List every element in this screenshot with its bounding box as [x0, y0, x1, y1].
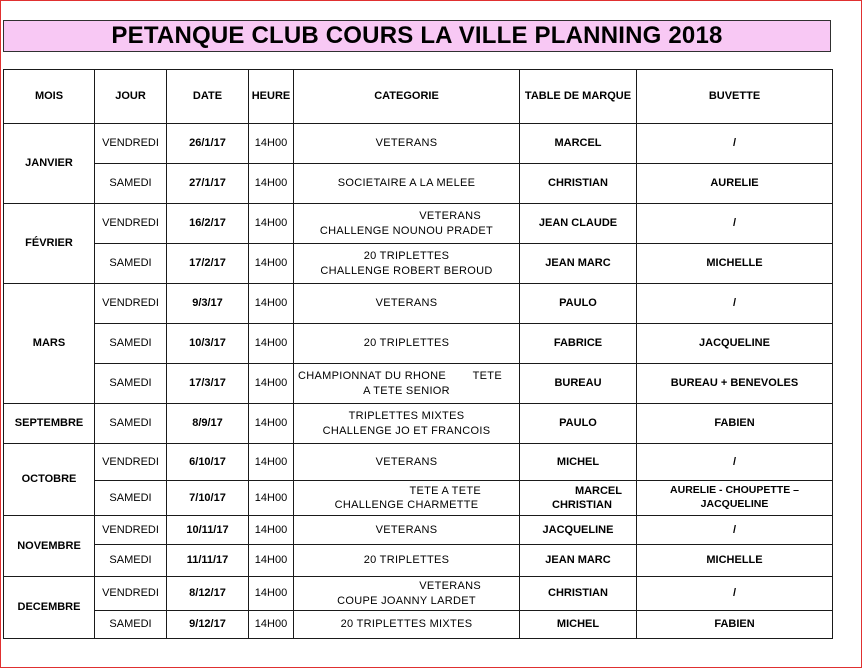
- table-row: [4, 324, 833, 364]
- table-row: [4, 577, 833, 611]
- buvette-cell: /: [637, 516, 833, 545]
- categorie-line: 20 TRIPLETTES: [363, 554, 450, 567]
- categorie-cell: [294, 444, 520, 481]
- date-cell: 16/2/17: [167, 204, 249, 244]
- table-row: [4, 404, 833, 444]
- heure-cell: 14H00: [249, 577, 294, 611]
- categorie-cell: [294, 124, 520, 164]
- date-cell: 7/10/17: [167, 481, 249, 516]
- date-cell: 17/2/17: [167, 244, 249, 284]
- table-marque-cell: PAULO: [520, 404, 637, 444]
- categorie-cell: [294, 404, 520, 444]
- heure-cell: 14H00: [249, 164, 294, 204]
- jour-cell: VENDREDI: [95, 124, 167, 164]
- categorie-line: VETERANS: [375, 137, 438, 150]
- table-marque-cell: JEAN MARC: [520, 244, 637, 284]
- jour-cell: SAMEDI: [95, 481, 167, 516]
- categorie-line: CHALLENGE NOUNOU PRADET: [319, 224, 494, 237]
- buvette-cell: AURELIE - CHOUPETTE – JACQUELINE: [637, 481, 833, 516]
- heure-cell: 14H00: [249, 545, 294, 577]
- table-marque-cell: [520, 481, 637, 516]
- date-cell: 17/3/17: [167, 364, 249, 404]
- categorie-line: CHALLENGE CHARMETTE: [334, 499, 479, 511]
- month-cell: MARS: [4, 284, 95, 404]
- categorie-cell: [294, 284, 520, 324]
- table-marque-cell: CHRISTIAN: [520, 164, 637, 204]
- categorie-cell: [294, 577, 520, 611]
- categorie-cell: [294, 545, 520, 577]
- date-cell: 10/3/17: [167, 324, 249, 364]
- table-marque-cell: MICHEL: [520, 611, 637, 639]
- jour-cell: SAMEDI: [95, 164, 167, 204]
- title-banner: [3, 20, 831, 52]
- heure-cell: 14H00: [249, 516, 294, 545]
- page-title: PETANQUE CLUB COURS LA VILLE PLANNING 2018: [111, 22, 723, 49]
- table-row: [4, 244, 833, 284]
- heure-cell: 14H00: [249, 204, 294, 244]
- categorie-line: VETERANS: [375, 523, 438, 536]
- table-marque-line: CHRISTIAN: [552, 499, 612, 511]
- categorie-line: VETERANS: [375, 297, 438, 310]
- categorie-line: VETERANS: [419, 580, 481, 593]
- table-marque-cell: JACQUELINE: [520, 516, 637, 545]
- table-row: [4, 516, 833, 545]
- buvette-cell: FABIEN: [637, 611, 833, 639]
- buvette-cell: MICHELLE: [637, 244, 833, 284]
- categorie-line: TETE A TETE: [409, 484, 481, 497]
- jour-cell: SAMEDI: [95, 545, 167, 577]
- date-cell: 8/12/17: [167, 577, 249, 611]
- jour-cell: VENDREDI: [95, 204, 167, 244]
- header-date: DATE: [167, 70, 249, 124]
- table-row: [4, 444, 833, 481]
- planning-table: [3, 69, 833, 639]
- categorie-line: TRIPLETTES MIXTES: [348, 410, 465, 423]
- header-buvette: BUVETTE: [637, 70, 833, 124]
- categorie-line: COUPE JOANNY LARDET: [337, 594, 476, 607]
- jour-cell: SAMEDI: [95, 364, 167, 404]
- table-row: [4, 545, 833, 577]
- month-cell: FÉVRIER: [4, 204, 95, 284]
- buvette-cell: /: [637, 284, 833, 324]
- heure-cell: 14H00: [249, 244, 294, 284]
- month-cell: SEPTEMBRE: [4, 404, 95, 444]
- categorie-cell: [294, 324, 520, 364]
- buvette-cell: FABIEN: [637, 404, 833, 444]
- categorie-cell: [294, 611, 520, 639]
- date-cell: 10/11/17: [167, 516, 249, 545]
- date-cell: 8/9/17: [167, 404, 249, 444]
- date-cell: 11/11/17: [167, 545, 249, 577]
- categorie-line: A TETE SENIOR: [363, 384, 450, 397]
- table-marque-cell: MARCEL: [520, 124, 637, 164]
- table-row: [4, 611, 833, 639]
- header-row: [4, 70, 833, 124]
- jour-cell: VENDREDI: [95, 284, 167, 324]
- heure-cell: 14H00: [249, 611, 294, 639]
- jour-cell: SAMEDI: [95, 404, 167, 444]
- table-marque-cell: MICHEL: [520, 444, 637, 481]
- categorie-line: 20 TRIPLETTES MIXTES: [340, 618, 473, 631]
- buvette-cell: BUREAU + BENEVOLES: [637, 364, 833, 404]
- heure-cell: 14H00: [249, 364, 294, 404]
- categorie-line: SOCIETAIRE A LA MELEE: [337, 177, 476, 190]
- table-marque-cell: JEAN CLAUDE: [520, 204, 637, 244]
- table-marque-cell: PAULO: [520, 284, 637, 324]
- table-row: [4, 364, 833, 404]
- jour-cell: SAMEDI: [95, 611, 167, 639]
- month-cell: JANVIER: [4, 124, 95, 204]
- date-cell: 9/3/17: [167, 284, 249, 324]
- categorie-cell: [294, 364, 520, 404]
- header-heure: HEURE: [249, 70, 294, 124]
- buvette-cell: /: [637, 577, 833, 611]
- buvette-cell: /: [637, 204, 833, 244]
- table-marque-cell: CHRISTIAN: [520, 577, 637, 611]
- categorie-line: 20 TRIPLETTES: [363, 337, 450, 350]
- jour-cell: SAMEDI: [95, 324, 167, 364]
- table-row: [4, 284, 833, 324]
- buvette-cell: MICHELLE: [637, 545, 833, 577]
- table-row: [4, 204, 833, 244]
- categorie-line: 20 TRIPLETTES: [363, 250, 450, 263]
- date-cell: 27/1/17: [167, 164, 249, 204]
- table-marque-line: MARCEL: [574, 484, 622, 497]
- heure-cell: 14H00: [249, 324, 294, 364]
- heure-cell: 14H00: [249, 124, 294, 164]
- date-cell: 9/12/17: [167, 611, 249, 639]
- table-row: [4, 481, 833, 516]
- categorie-cell: [294, 481, 520, 516]
- jour-cell: VENDREDI: [95, 577, 167, 611]
- buvette-cell: AURELIE: [637, 164, 833, 204]
- heure-cell: 14H00: [249, 444, 294, 481]
- buvette-cell: /: [637, 444, 833, 481]
- categorie-line: CHALLENGE JO ET FRANCOIS: [322, 424, 491, 437]
- categorie-line: VETERANS: [419, 210, 481, 223]
- header-categorie: CATEGORIE: [294, 70, 520, 124]
- table-marque-cell: BUREAU: [520, 364, 637, 404]
- categorie-cell: [294, 244, 520, 284]
- table-row: [4, 124, 833, 164]
- month-cell: DECEMBRE: [4, 577, 95, 639]
- date-cell: 26/1/17: [167, 124, 249, 164]
- buvette-cell: /: [637, 124, 833, 164]
- categorie-cell: [294, 516, 520, 545]
- header-mois: MOIS: [4, 70, 95, 124]
- month-cell: NOVEMBRE: [4, 516, 95, 577]
- heure-cell: 14H00: [249, 404, 294, 444]
- heure-cell: 14H00: [249, 481, 294, 516]
- header-table-marque: TABLE DE MARQUE: [520, 70, 637, 124]
- header-jour: JOUR: [95, 70, 167, 124]
- buvette-cell: JACQUELINE: [637, 324, 833, 364]
- jour-cell: VENDREDI: [95, 444, 167, 481]
- date-cell: 6/10/17: [167, 444, 249, 481]
- categorie-cell: [294, 204, 520, 244]
- table-marque-cell: JEAN MARC: [520, 545, 637, 577]
- table-row: [4, 164, 833, 204]
- categorie-line: VETERANS: [375, 455, 438, 468]
- categorie-line: CHAMPIONNAT DU RHONE TETE: [298, 370, 502, 383]
- jour-cell: SAMEDI: [95, 244, 167, 284]
- table-marque-cell: FABRICE: [520, 324, 637, 364]
- categorie-line: CHALLENGE ROBERT BEROUD: [320, 264, 493, 277]
- heure-cell: 14H00: [249, 284, 294, 324]
- categorie-cell: [294, 164, 520, 204]
- jour-cell: VENDREDI: [95, 516, 167, 545]
- month-cell: OCTOBRE: [4, 444, 95, 516]
